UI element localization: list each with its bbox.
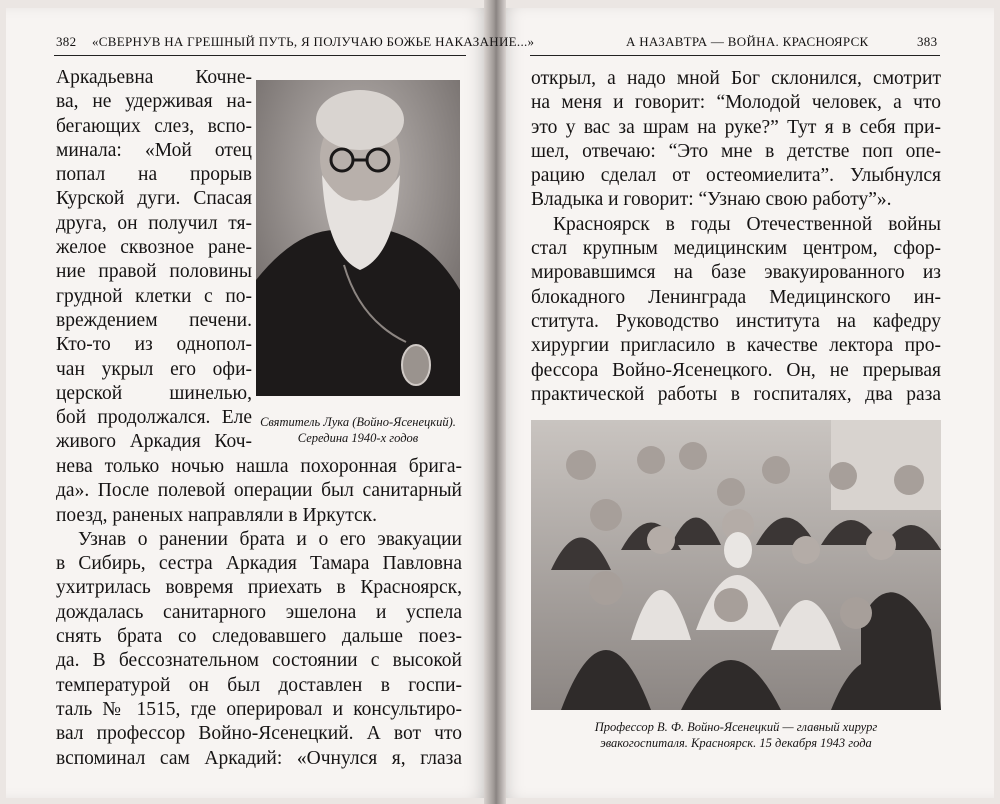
- text-line: открыл, а надо мной Бог склонился, смотрит: [531, 68, 941, 89]
- text-line: мировавшимся на базе эвакуированного из: [531, 262, 941, 284]
- portrait-caption-line-1: Святитель Лука (Войно-Ясенецкий).: [260, 415, 456, 429]
- text-line: в Сибирь, сестра Аркадия Тамара Павловна: [56, 553, 462, 575]
- text-line: это у вас за шрам на руке?” Тут я в себя при-: [531, 116, 941, 138]
- text-line: рацию сделал от остеомиелита”. Улыбнулся: [531, 165, 941, 187]
- text-line: грудной клетки с по-: [56, 285, 252, 307]
- text-line: Аркадьевна Кочне-: [56, 67, 252, 88]
- text-line: да. В бессознательном состоянии с высокой: [56, 650, 462, 672]
- text-line: Кто-то из однопол-: [56, 334, 252, 356]
- text-line: нева только ночью нашла похоронная брига-: [56, 456, 462, 477]
- portrait-photo: [256, 80, 460, 396]
- left-running-title: «СВЕРНУВ НА ГРЕШНЫЙ ПУТЬ, Я ПОЛУЧАЮ БОЖЬЕ НАКАЗАНИЕ...»: [92, 34, 535, 49]
- group-caption-line-1: Профессор В. Ф. Войно-Ясенецкий — главный хирург: [594, 720, 878, 734]
- portrait-caption-line-2: Середина 1940-х годов: [297, 431, 419, 445]
- right-page-number: 383: [917, 34, 938, 49]
- right-header-rule: [530, 55, 940, 56]
- text-line: на меня и говорит: “Молодой человек, а что: [531, 92, 941, 114]
- text-line: попал на прорыв: [56, 164, 252, 186]
- right-running-title: А НАЗАВТРА — ВОЙНА. КРАСНОЯРСК: [626, 34, 869, 49]
- text-line: вал профессор Войно-Ясенецкий. А вот что: [56, 723, 462, 745]
- text-line: поезд, раненых направляли в Иркутск.: [56, 504, 377, 526]
- group-illustration: [531, 420, 941, 710]
- text-line: Узнав о ранении брата и о его эвакуации: [78, 528, 462, 550]
- text-line: вспоминал сам Аркадий: «Очнулся я, глаза: [56, 747, 462, 769]
- group-photo-caption: [531, 719, 941, 751]
- text-line: температурой он был доставлен в госпи-: [56, 674, 462, 696]
- portrait-illustration: [256, 80, 460, 396]
- text-line: да». После полевой операции был санитарный: [56, 480, 462, 502]
- text-line: фессора Войно-Ясенецкого. Он, не прерывая: [531, 359, 941, 381]
- text-line: бегающих слез, вспо-: [56, 115, 252, 137]
- text-line: вреждением печени.: [56, 309, 252, 331]
- text-line: Красноярск в годы Отечественной войны: [553, 213, 941, 235]
- text-line: дождалась санитарного эшелона и успела: [56, 601, 462, 623]
- text-line: ва, не удерживая на-: [56, 91, 252, 113]
- text-line: шел, отвечаю: “Это мне в детстве поп опе-: [531, 140, 941, 162]
- text-line: живого Аркадия Коч-: [56, 431, 252, 453]
- text-line: чан укрыл его офи-: [56, 358, 252, 380]
- text-line: церской шинелью,: [56, 382, 252, 404]
- left-page-number: 382: [56, 34, 77, 49]
- right-text-column: [531, 67, 941, 407]
- text-line: ние правой половины: [56, 261, 252, 283]
- text-line: Владыка и говорит: “Узнаю свою работу”».: [531, 189, 892, 211]
- text-line: хирургии пригласило в качестве лектора про-: [531, 335, 941, 357]
- group-photo: [531, 420, 941, 710]
- portrait-caption: [256, 414, 460, 446]
- text-line: таль № 1515, где оперировал и консультиро-: [56, 698, 462, 720]
- left-header-rule: [54, 55, 466, 56]
- left-narrow-column: [56, 66, 252, 455]
- text-line: Курской дуги. Спасая: [56, 188, 252, 210]
- book-gutter: [484, 0, 506, 804]
- text-line: друга, он получил тя-: [56, 212, 252, 234]
- text-line: бой продолжался. Еле: [56, 407, 252, 429]
- text-line: снять брата со следовавшего дальше поез-: [56, 626, 462, 648]
- text-line: ститута. Руководство института на кафедру: [531, 310, 941, 332]
- group-caption-line-2: эвакогоспиталя. Красноярск. 15 декабря 1943 года: [600, 736, 872, 750]
- text-line: ухитрилась вовремя приехать в Красноярск,: [56, 577, 462, 599]
- text-line: стал крупным медицинским центром, сфор-: [531, 238, 941, 260]
- text-line: желое сквозное ране-: [56, 237, 252, 259]
- text-line: практической работы в госпиталях, два раза: [531, 383, 941, 405]
- left-full-column: [56, 455, 462, 771]
- text-line: минала: «Мой отец: [56, 139, 252, 161]
- text-line: блокадного Ленинграда Медицинского ин-: [531, 286, 941, 308]
